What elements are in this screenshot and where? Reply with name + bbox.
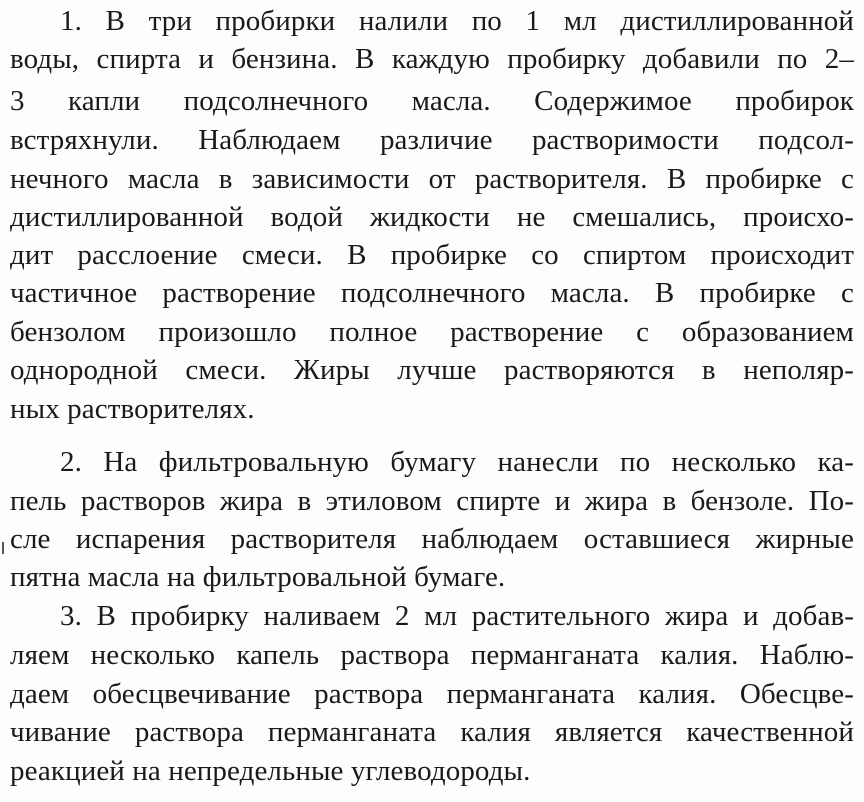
paragraph-1-line-8: частичное растворение подсолнечного масла. В пробирке с	[10, 277, 854, 309]
paragraph-1-line-6: дистиллированной водой жидкости не смешались, происхо-	[10, 201, 854, 233]
paragraph-2-line-4: пятна масла на фильтровальной бумаге.	[10, 561, 506, 593]
paragraph-2-line-2: пель растворов жира в этиловом спирте и жира в бензоле. По-	[10, 485, 854, 517]
paragraph-1-line-9: бензолом произошло полное растворение с образованием	[10, 316, 854, 348]
paragraph-2-line-3: сле испарения растворителя наблюдаем оставшиеся жирные	[10, 523, 854, 555]
paragraph-2-line-1: 2. На фильтровальную бумагу нанесли по несколько ка-	[60, 446, 854, 478]
paragraph-1-line-11: ных растворителях.	[10, 393, 255, 425]
paragraph-1-line-4: встряхнули. Наблюдаем различие растворимости подсол-	[10, 124, 854, 156]
paragraph-1-line-7: дит расслоение смеси. В пробирке со спиртом происходит	[10, 239, 854, 271]
paragraph-3-line-2: ляем несколько капель раствора перманганата калия. Наблю-	[10, 639, 854, 671]
paragraph-1-line-3: 3 капли подсолнечного масла. Содержимое пробирок	[10, 85, 854, 117]
paragraph-3-line-4: чивание раствора перманганата калия является качественной	[10, 716, 854, 748]
paragraph-3-line-5: реакцией на непредельные углеводороды.	[10, 755, 531, 787]
paragraph-1-line-2: воды, спирта и бензина. В каждую пробирку добавили по 2–	[10, 43, 854, 75]
scan-margin-mark	[2, 542, 4, 554]
paragraph-3-line-3: даем обесцвечивание раствора перманганата калия. Обесцве-	[10, 678, 854, 710]
paragraph-3-line-1: 3. В пробирку наливаем 2 мл растительного жира и добав-	[60, 600, 854, 632]
paragraph-1-line-1: 1. В три пробирки налили по 1 мл дистиллированной	[60, 5, 854, 37]
paragraph-1-line-5: нечного масла в зависимости от растворителя. В пробирке с	[10, 163, 854, 195]
paragraph-1-line-10: однородной смеси. Жиры лучше растворяются в неполяр-	[10, 354, 854, 386]
